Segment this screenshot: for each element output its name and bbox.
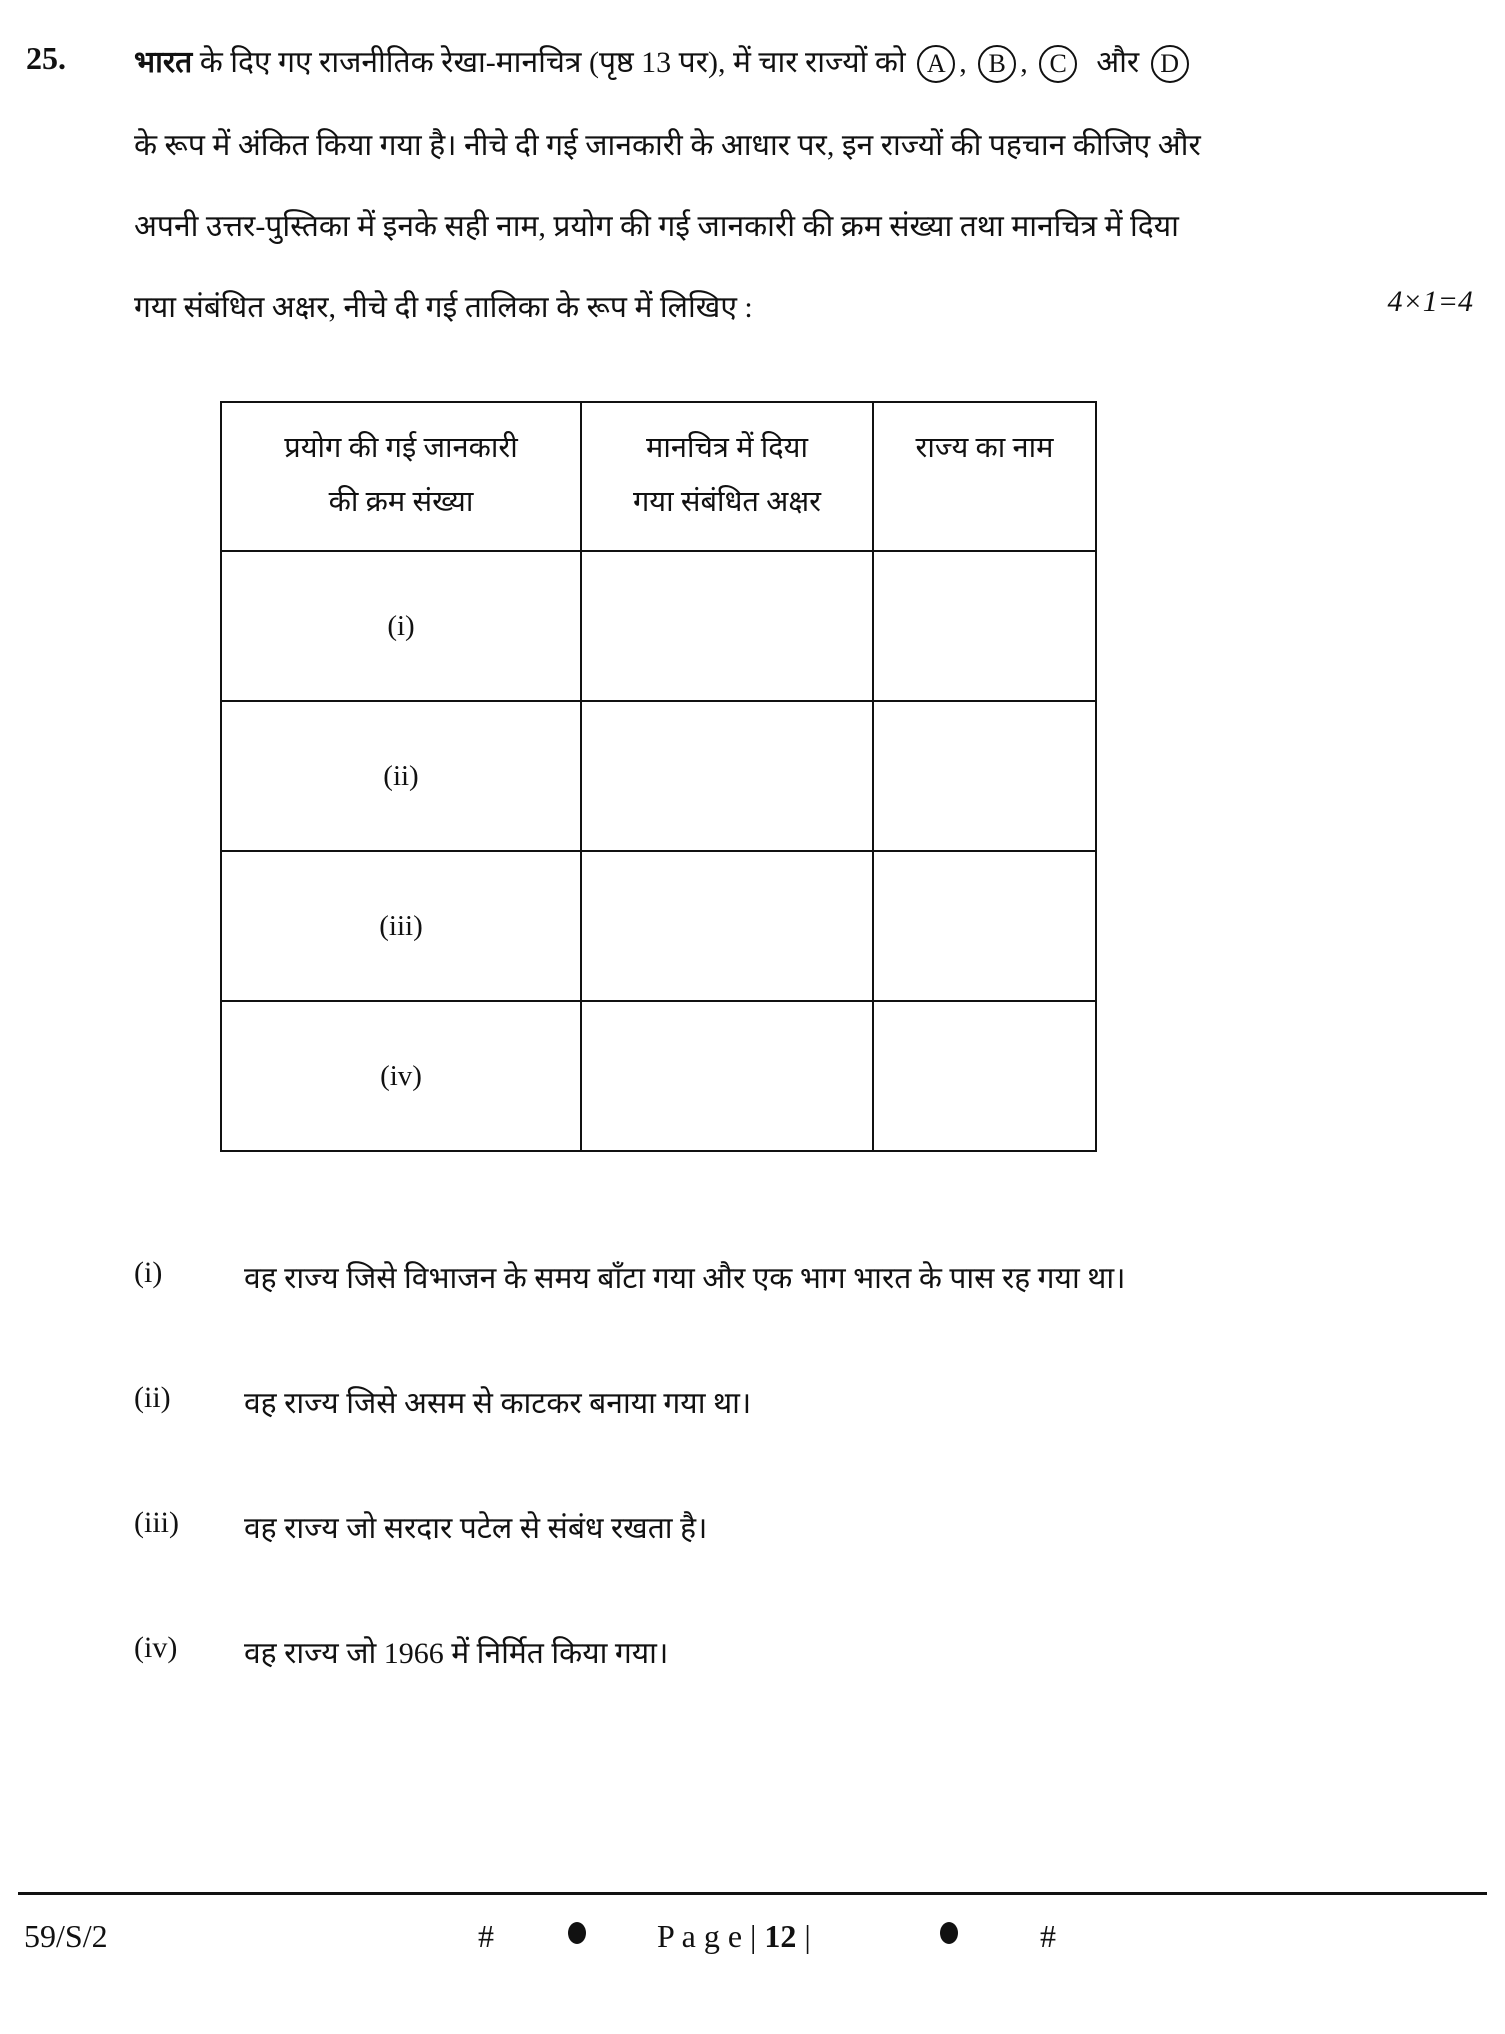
cell-letter [581,551,873,701]
table-row [221,701,1096,851]
header-text: मानचित्र में दिया [646,432,808,464]
question-line-3: अपनी उत्तर-पुस्तिका में इनके सही नाम, प्रयोग की गई जानकारी की क्रम संख्या तथा मानचित्र में दिया [134,210,1179,243]
header-text: की क्रम संख्या [328,486,474,518]
header-letter [581,402,873,551]
label-c: C [1039,45,1077,83]
cell-letter [581,851,873,1001]
marks: 4×1=4 [1387,285,1473,318]
header-state [873,402,1096,551]
question-bold-word: भारत [134,46,193,79]
table-row [221,1001,1096,1151]
hash-mark: # [1040,1918,1056,1954]
question-line-4: गया संबंधित अक्षर, नीचे दी गई तालिका के रूप में लिखिए : [134,291,753,324]
clue-number: (iii) [134,1506,179,1539]
cell-serial: (iii) [221,851,581,1001]
hash-mark: # [478,1918,494,1954]
table-header-row [221,402,1096,551]
table-row [221,851,1096,1001]
conjunction: और [1096,46,1140,79]
question-text: के दिए गए राजनीतिक रेखा-मानचित्र (पृष्ठ 13 पर), में चार राज्यों को [192,46,906,79]
clue-number: (ii) [134,1381,171,1414]
table-row [221,551,1096,701]
cell-letter [581,701,873,851]
label-b: B [978,45,1016,83]
cell-state [873,851,1096,1001]
question-number: 25. [26,40,66,76]
answer-table [220,401,1097,1152]
clue-text: वह राज्य जो 1966 में निर्मित किया गया। [244,1637,669,1670]
header-text: गया संबंधित अक्षर [632,486,821,518]
cell-serial: (ii) [221,701,581,851]
cell-state [873,551,1096,701]
header-serial [221,402,581,551]
header-text: प्रयोग की गई जानकारी [284,432,518,464]
question-line-2: के रूप में अंकित किया गया है। नीचे दी गई जानकारी के आधार पर, इन राज्यों की पहचान कीजिए और [134,129,1201,162]
label-a: A [917,45,955,83]
header-text: राज्य का नाम [915,432,1054,464]
page-label: P a g e [657,1918,743,1954]
bullet-icon [568,1922,586,1944]
page-indicator: P a g e | 12 | [657,1918,811,1954]
paper-code: 59/S/2 [24,1918,108,1954]
footer-divider [18,1892,1487,1895]
cell-serial: (iv) [221,1001,581,1151]
cell-serial: (i) [221,551,581,701]
clue-number: (i) [134,1256,163,1289]
clue-number: (iv) [134,1631,178,1664]
cell-letter [581,1001,873,1151]
bullet-icon [940,1922,958,1944]
cell-state [873,1001,1096,1151]
clue-text: वह राज्य जिसे विभाजन के समय बाँटा गया और एक भाग भारत के पास रह गया था। [244,1262,1126,1295]
clue-text: वह राज्य जिसे असम से काटकर बनाया गया था। [244,1387,752,1420]
question-line-1: भारत के दिए गए राजनीतिक रेखा-मानचित्र (पृष्ठ 13 पर), में चार राज्यों को A , B , C और D [134,40,1193,83]
clue-text: वह राज्य जो सरदार पटेल से संबंध रखता है। [244,1512,708,1545]
cell-state [873,701,1096,851]
label-d: D [1151,45,1189,83]
page-number: 12 [764,1918,797,1954]
